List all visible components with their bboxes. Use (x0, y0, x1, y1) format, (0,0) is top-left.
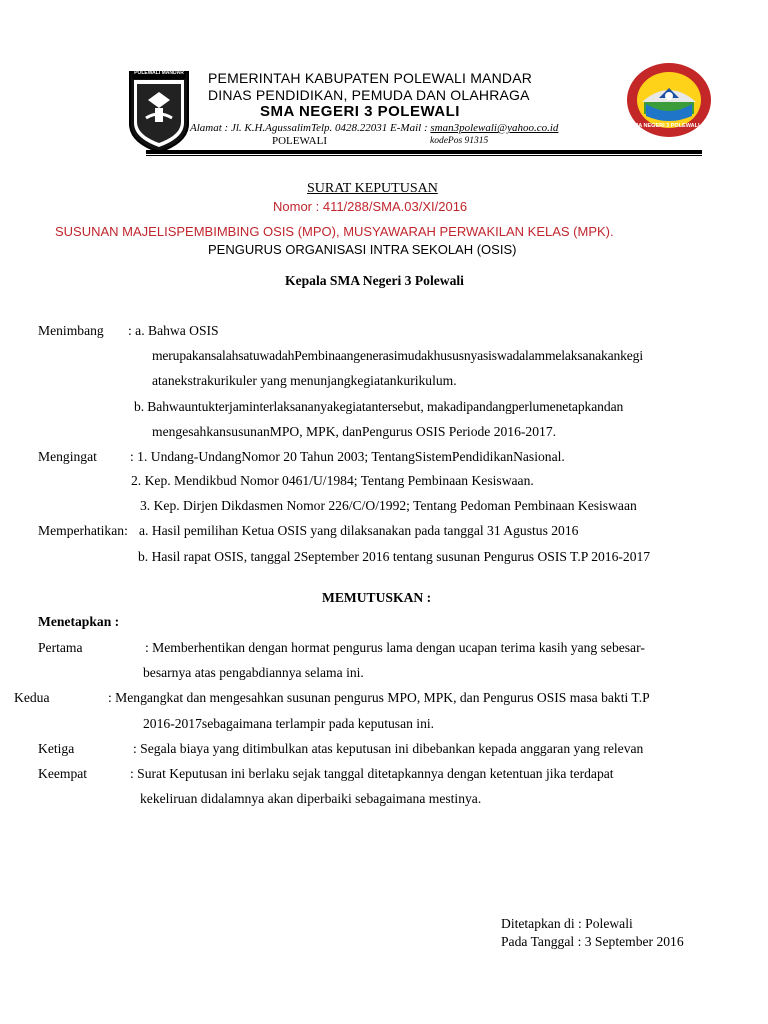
keempat-line-1: : Surat Keputusan ini berlaku sejak tanggal ditetapkannya dengan ketentuan jika terdapat (130, 766, 614, 781)
right-logo-caption: SMA NEGERI 3 POLEWALI (630, 123, 700, 129)
document-title: SURAT KEPUTUSAN (307, 181, 438, 196)
pertama-label: Pertama (38, 640, 83, 655)
menimbang-label: Menimbang (38, 323, 104, 338)
regency-crest-logo (128, 70, 190, 154)
menetapkan-label: Menetapkan : (38, 614, 120, 629)
signature-place: Ditetapkan di : Polewali (501, 916, 633, 931)
menimbang-b-line-2: mengesahkansusunanMPO, MPK, danPengurus OSIS Periode 2016-2017. (152, 424, 557, 439)
menimbang-a-line-2: merupakansalahsatuwadahPembinaangenerasimudakhususnyasiswadalammelaksanakankegi (152, 348, 643, 363)
menimbang-a-line-1: : a. Bahwa OSIS (128, 323, 219, 338)
city-label: POLEWALI (272, 135, 327, 147)
document-number: Nomor : 411/288/SMA.03/XI/2016 (273, 199, 468, 214)
kedua-line-1: : Mengangkat dan mengesahkan susunan pengurus MPO, MPK, dan Pengurus OSIS masa bakti T.P (108, 690, 650, 705)
address-line (190, 122, 558, 134)
letterhead-rule-thick (146, 150, 702, 154)
kedua-label: Kedua (14, 690, 50, 705)
subject-line-2: PENGURUS ORGANISASI INTRA SEKOLAH (OSIS) (208, 242, 517, 257)
kedua-line-2: 2016-2017sebagaimana terlampir pada keputusan ini. (143, 716, 435, 731)
letterhead-line-department: DINAS PENDIDIKAN, PEMUDA DAN OLAHRAGA (208, 87, 530, 103)
memperhatikan-item-b: b. Hasil rapat OSIS, tanggal 2September 2016 tentang susunan Pengurus OSIS T.P 2016-2017 (138, 549, 651, 564)
signature-date: Pada Tanggal : 3 September 2016 (501, 934, 684, 949)
subject-line-1: SUSUNAN MAJELISPEMBIMBING OSIS (MPO), MUSYAWARAH PERWAKILAN KELAS (MPK). (55, 224, 614, 239)
pertama-line-1: : Memberhentikan dengan hormat pengurus lama dengan ucapan terima kasih yang sebesar- (145, 640, 645, 655)
letterhead-rule-thin (146, 155, 702, 156)
menimbang-b-line-1: b. Bahwauntukterjaminterlaksananyakegiatantersebut, makadipandangperlumenetapkandan (134, 399, 624, 414)
email-link[interactable]: sman3polewali@yahoo.co.id (430, 122, 559, 134)
keempat-label: Keempat (38, 766, 88, 781)
mengingat-item-2: 2. Kep. Mendikbud Nomor 0461/U/1984; Tentang Pembinaan Kesiswaan. (131, 473, 534, 488)
keempat-line-2: kekeliruan didalamnya akan diperbaiki sebagaimana mestinya. (140, 791, 482, 806)
left-logo-caption: POLEWALI MANDAR (134, 70, 184, 76)
memperhatikan-label: Memperhatikan: (38, 523, 128, 538)
address-text: Alamat : Jl. K.H.AgussalimTelp. 0428.22031 E-Mail : (190, 122, 431, 134)
letterhead-line-government: PEMERINTAH KABUPATEN POLEWALI MANDAR (208, 70, 533, 86)
mengingat-item-3: 3. Kep. Dirjen Dikdasmen Nomor 226/C/O/1992; Tentang Pedoman Pembinaan Kesiswaan (140, 498, 637, 513)
memperhatikan-item-a: a. Hasil pemilihan Ketua OSIS yang dilaksanakan pada tanggal 31 Agustus 2016 (139, 523, 579, 538)
school-name: SMA NEGERI 3 POLEWALI (260, 103, 460, 120)
postcode-label: kodePos 91315 (430, 136, 489, 146)
ketiga-line-1: : Segala biaya yang ditimbulkan atas keputusan ini dibebankan kepada anggaran yang relevan (133, 741, 644, 756)
issuer-line: Kepala SMA Negeri 3 Polewali (285, 273, 464, 288)
mengingat-item-1: : 1. Undang-UndangNomor 20 Tahun 2003; TentangSistemPendidikanNasional. (130, 449, 565, 464)
ketiga-label: Ketiga (38, 741, 75, 756)
mengingat-label: Mengingat (38, 449, 97, 464)
pertama-line-2: besarnya atas pengabdiannya selama ini. (143, 665, 364, 680)
menimbang-a-line-3: atanekstrakurikuler yang menunjangkegiatankurikulum. (152, 373, 457, 388)
decision-heading: MEMUTUSKAN : (322, 590, 432, 605)
